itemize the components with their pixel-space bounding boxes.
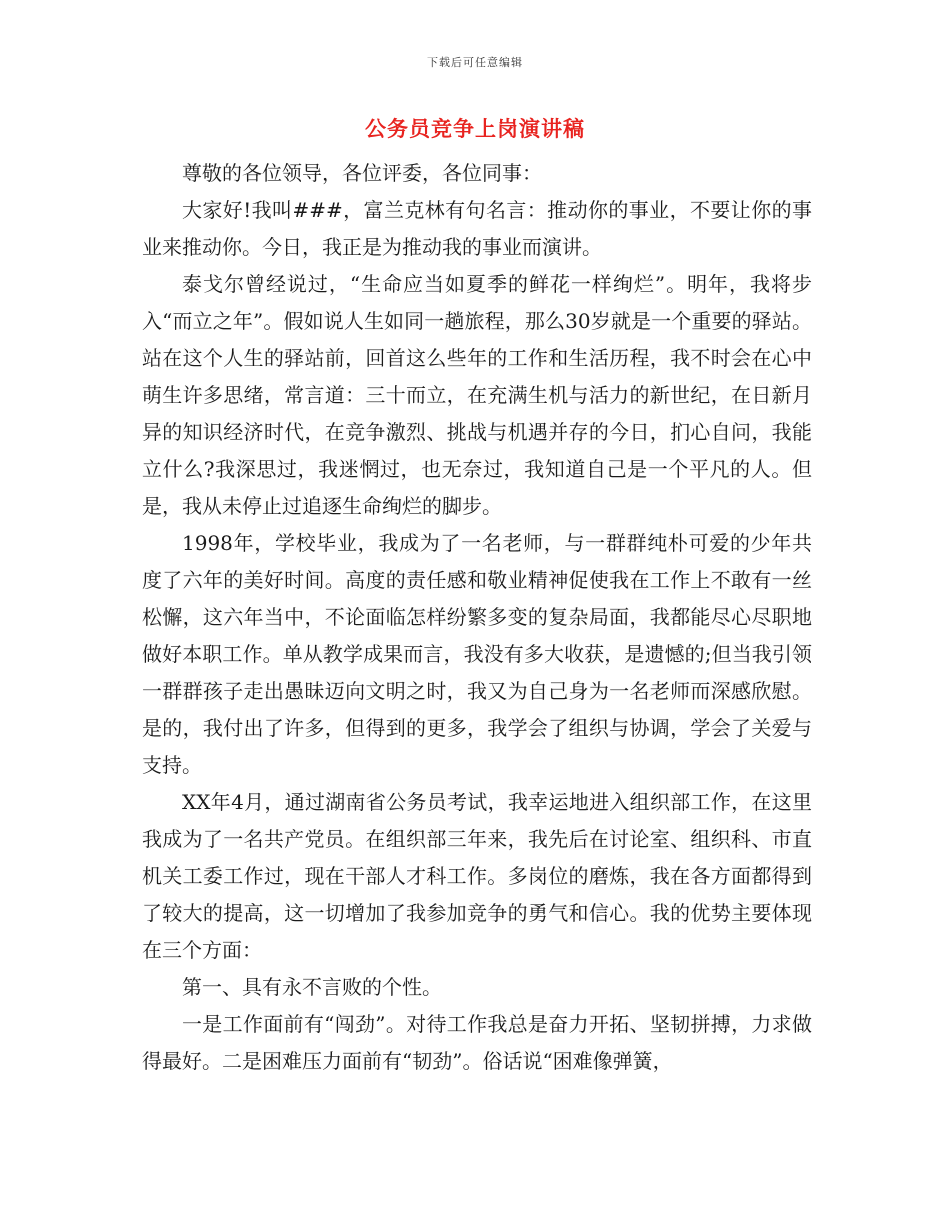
document-title: 公务员竞争上岗演讲稿 — [365, 117, 585, 141]
paragraph: XX年4月，通过湖南省公务员考试，我幸运地进入组织部工作，在这里我成为了一名共产党员。在组织部三年来，我先后在讨论室、组织科、市直机关工委工作过，现在干部人才科工作。多岗位的磨炼，我在各方面都得到了较大的提高，这一切增加了我参加竞争的勇气和信心。我的优势主要体现在三个方面： — [142, 790, 812, 962]
paragraph: 泰戈尔曾经说过，“生命应当如夏季的鲜花一样绚烂”。明年，我将步入“而立之年”。假如说人生如同一趟旅程，那么30岁就是一个重要的驿站。站在这个人生的驿站前，回首这么些年的工作和生活历程，我不时会在心中萌生许多思绪，常言道：三十而立，在充满生机与活力的新世纪，在日新月异的知识经济时代，在竞争激烈、挑战与机遇并存的今日，扪心自问，我能立什么?我深思过，我迷惘过，也无奈过，我知道自己是一个平凡的人。但是，我从未停止过追逐生命绚烂的脚步。 — [142, 272, 812, 518]
document-body — [142, 155, 812, 1080]
paragraph: 一是工作面前有“闯劲”。对待工作我总是奋力开拓、坚韧拼搏，力求做得最好。二是困难压力面前有“韧劲”。俗话说“困难像弹簧， — [142, 1012, 812, 1073]
paragraph-heading: 第一、具有永不言败的个性。 — [182, 975, 442, 999]
paragraph-salutation: 尊敬的各位领导，各位评委，各位同事： — [182, 161, 542, 185]
paragraph: 1998年，学校毕业，我成为了一名老师，与一群群纯朴可爱的少年共度了六年的美好时间。高度的责任感和敬业精神促使我在工作上不敢有一丝松懈，这六年当中，不论面临怎样纷繁多变的复杂局面，我都能尽心尽职地做好本职工作。单从教学成果而言，我没有多大收获，是遗憾的;但当我引领一群群孩子走出愚昧迈向文明之时，我又为自己身为一名老师而深感欣慰。是的，我付出了许多，但得到的更多，我学会了组织与协调，学会了关爱与支持。 — [142, 531, 812, 777]
paragraph: 大家好!我叫###，富兰克林有句名言：推动你的事业，不要让你的事业来推动你。今日，我正是为推动我的事业而演讲。 — [142, 198, 812, 259]
header-note: 下载后可任意编辑 — [427, 56, 523, 69]
